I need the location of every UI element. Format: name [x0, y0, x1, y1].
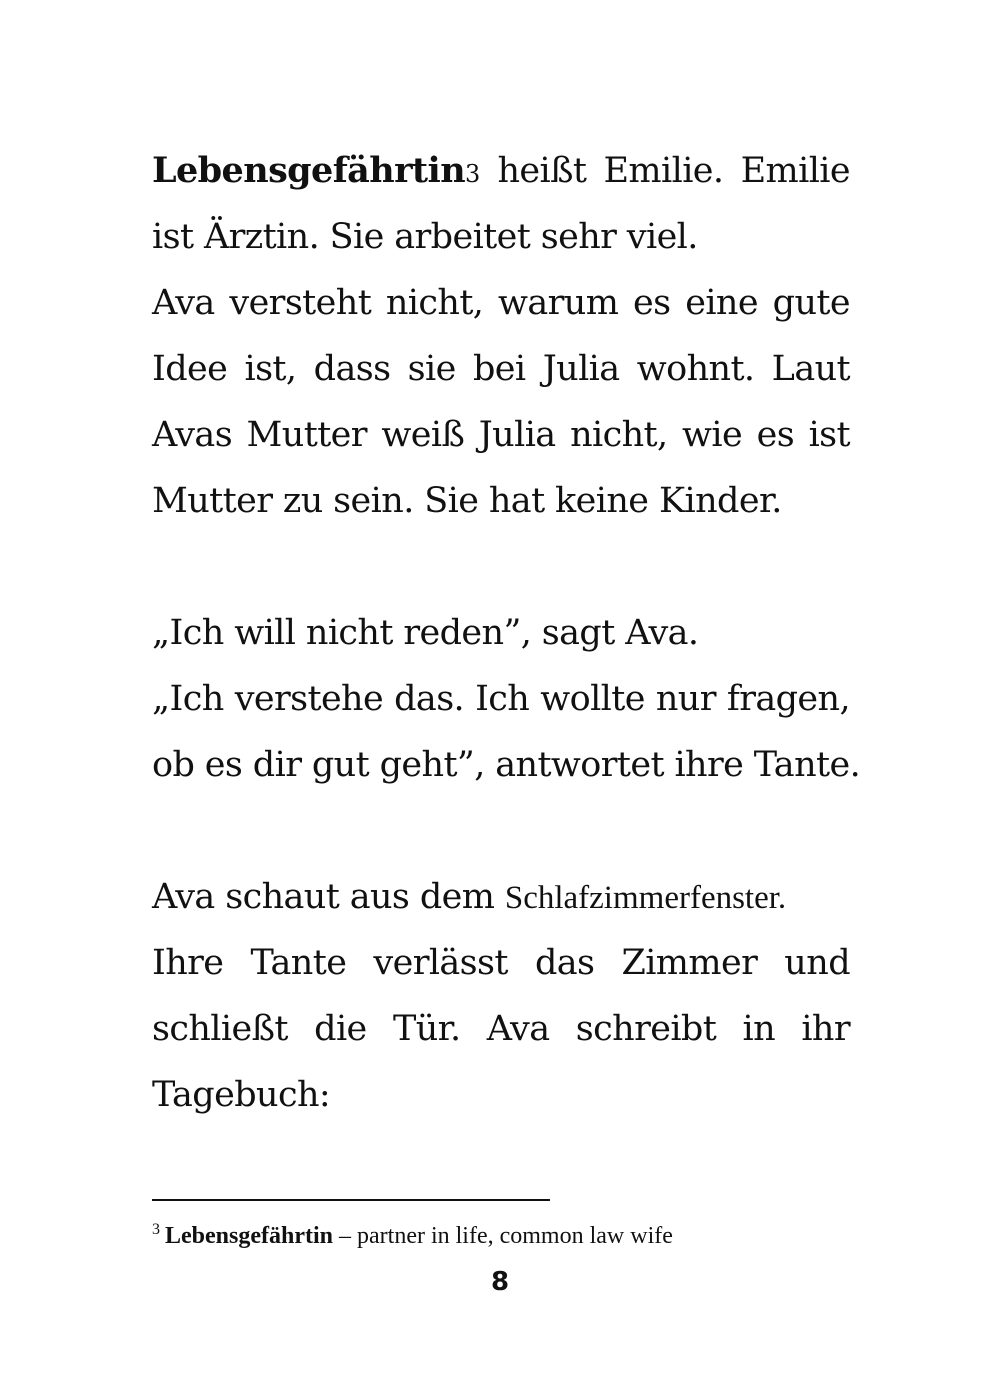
text-line: Ava versteht nicht, warum es eine gute — [152, 283, 850, 323]
text-line: Tagebuch: — [152, 1075, 331, 1115]
text-fragment: Schlafzimmerfenster. — [504, 880, 787, 916]
text-line: „Ich verstehe das. Ich wollte nur fragen, — [152, 679, 850, 719]
footnote-definition: – partner in life, common law wife — [333, 1223, 673, 1249]
text-line: Avas Mutter weiß Julia nicht, wie es ist — [152, 415, 850, 455]
text-line: Ihre Tante verlässt das Zimmer und — [152, 943, 850, 983]
text-line: Mutter zu sein. Sie hat keine Kinder. — [152, 481, 782, 521]
text-line: schließt die Tür. Ava schreibt in ihr — [152, 1009, 850, 1049]
text-line — [152, 864, 850, 930]
page-number: 8 — [490, 1267, 510, 1297]
paragraph-gap — [152, 798, 850, 864]
text-line: ist Ärztin. Sie arbeitet sehr viel. — [152, 217, 698, 257]
footnote — [152, 1220, 872, 1252]
vocabulary-term: Lebensgefährtin — [152, 150, 466, 191]
text-fragment: heißt Emilie. Emilie — [480, 151, 850, 191]
text-line: „Ich will nicht reden”, sagt Ava. — [152, 613, 699, 653]
text-line — [152, 138, 850, 204]
text-line: Idee ist, dass sie bei Julia wohnt. Laut — [152, 349, 850, 389]
body-text — [152, 138, 861, 1128]
footnote-divider — [152, 1199, 550, 1201]
footnote-reference: 3 — [465, 160, 481, 188]
footnote-term: Lebensgefährtin — [165, 1223, 333, 1249]
paragraph-gap — [152, 534, 850, 600]
text-fragment: Ava schaut aus dem — [152, 877, 505, 917]
text-line: ob es dir gut geht”, antwortet ihre Tante. — [152, 745, 861, 785]
footnote-number: 3 — [152, 1221, 160, 1238]
